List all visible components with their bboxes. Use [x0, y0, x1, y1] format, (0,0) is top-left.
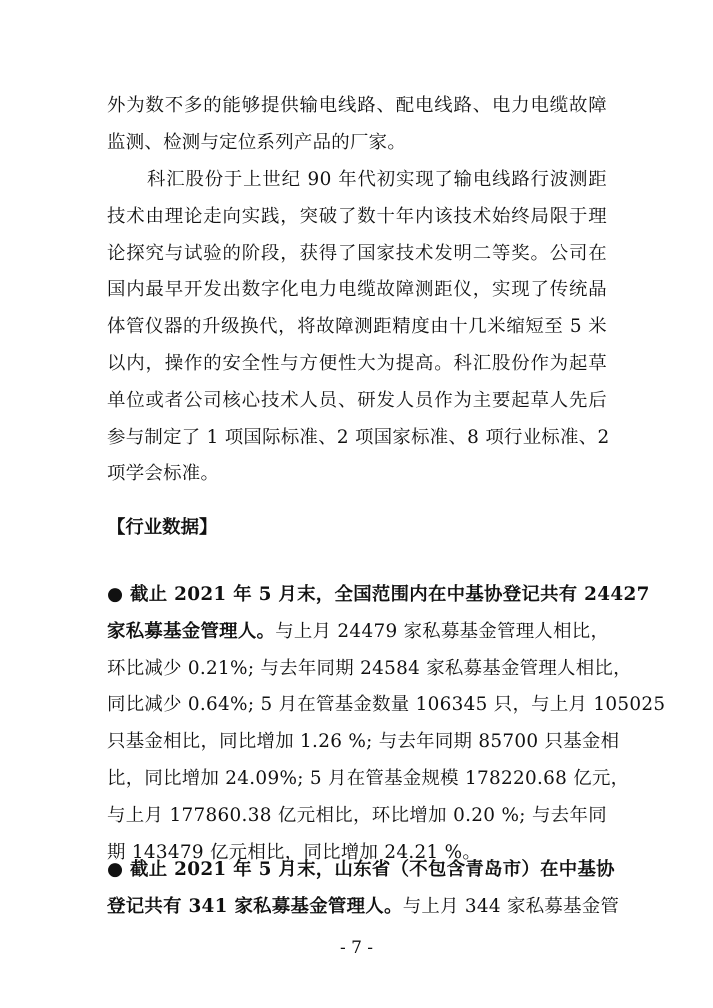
bullet-item-1 [107, 577, 666, 871]
paragraph-2-line: 技术由理论走向实践，突破了数十年内该技术始终局限于理 [107, 205, 607, 227]
paragraph-2 [107, 162, 610, 493]
bullet-icon: ● [107, 584, 124, 605]
paragraph-2-line: 论探究与试验的阶段，获得了国家技术发明二等奖。公司在 [107, 242, 607, 264]
section-heading: 【行业数据】 [107, 517, 218, 538]
paragraph-1-line: 外为数不多的能够提供输电线路、配电线路、电力电缆故障 [107, 95, 607, 116]
paragraph-1-line: 监测、检测与定位系列产品的厂家。 [107, 131, 407, 153]
bullet-2-bold-text: 截止 2021 年 5 月末，山东省（不包含青岛市）在中基协 [123, 859, 615, 880]
bullet-1-line: 比，同比增加 24.09%; 5 月在管基金规模 178220.68 亿元， [107, 767, 630, 789]
bullet-2-bold-text: 登记共有 341 家私募基金管理人。 [107, 895, 403, 917]
bullet-2-text: 与上月 344 家私募基金管 [402, 895, 620, 917]
bullet-1-line: 环比减少 0.21%; 与去年同期 24584 家私募基金管理人相比， [107, 657, 632, 679]
bullet-2-first-line [107, 852, 615, 889]
paragraph-2-line: 体管仪器的升级换代，将故障测距精度由十几米缩短至 5 米 [107, 316, 607, 338]
paragraph-2-line: 以内，操作的安全性与方便性大为提高。科汇股份作为起草 [107, 352, 607, 374]
bullet-1-text: 与上月 24479 家私募基金管理人相比， [275, 620, 610, 642]
bullet-icon: ● [107, 859, 124, 880]
paragraph-1 [107, 88, 607, 162]
bullet-2-second-line [107, 889, 620, 926]
bullet-1-bold-text: 截止 2021 年 5 月末，全国范围内在中基协登记共有 24427 [123, 584, 650, 605]
page-number: - 7 - [339, 938, 374, 958]
bullet-item-2 [107, 852, 620, 926]
bullet-1-bold-text: 家私募基金管理人。 [107, 620, 276, 642]
paragraph-2-line: 国内最早开发出数字化电力电缆故障测距仪，实现了传统晶 [107, 279, 607, 301]
paragraph-2-line: 项学会标准。 [107, 463, 220, 485]
bullet-1-line: 期 143479 亿元相比，同比增加 24.21 %。 [107, 841, 482, 863]
bullet-1-second-line [107, 614, 610, 651]
paragraph-2-line: 单位或者公司核心技术人员、研发人员作为主要起草人先后 [107, 389, 607, 411]
bullet-1-line: 同比减少 0.64%; 5 月在管基金数量 106345 只，与上月 105025 [107, 694, 666, 716]
bullet-1-first-line [107, 577, 650, 614]
paragraph-2-line: 参与制定了 1 项国际标准、2 项国家标准、8 项行业标准、2 [107, 426, 610, 448]
bullet-1-line: 只基金相比，同比增加 1.26 %; 与去年同期 85700 只基金相 [107, 731, 620, 753]
bullet-1-line: 与上月 177860.38 亿元相比，环比增加 0.20 %; 与去年同 [107, 804, 607, 826]
paragraph-2-line: 科汇股份于上世纪 90 年代初实现了输电线路行波测距 [147, 169, 607, 190]
